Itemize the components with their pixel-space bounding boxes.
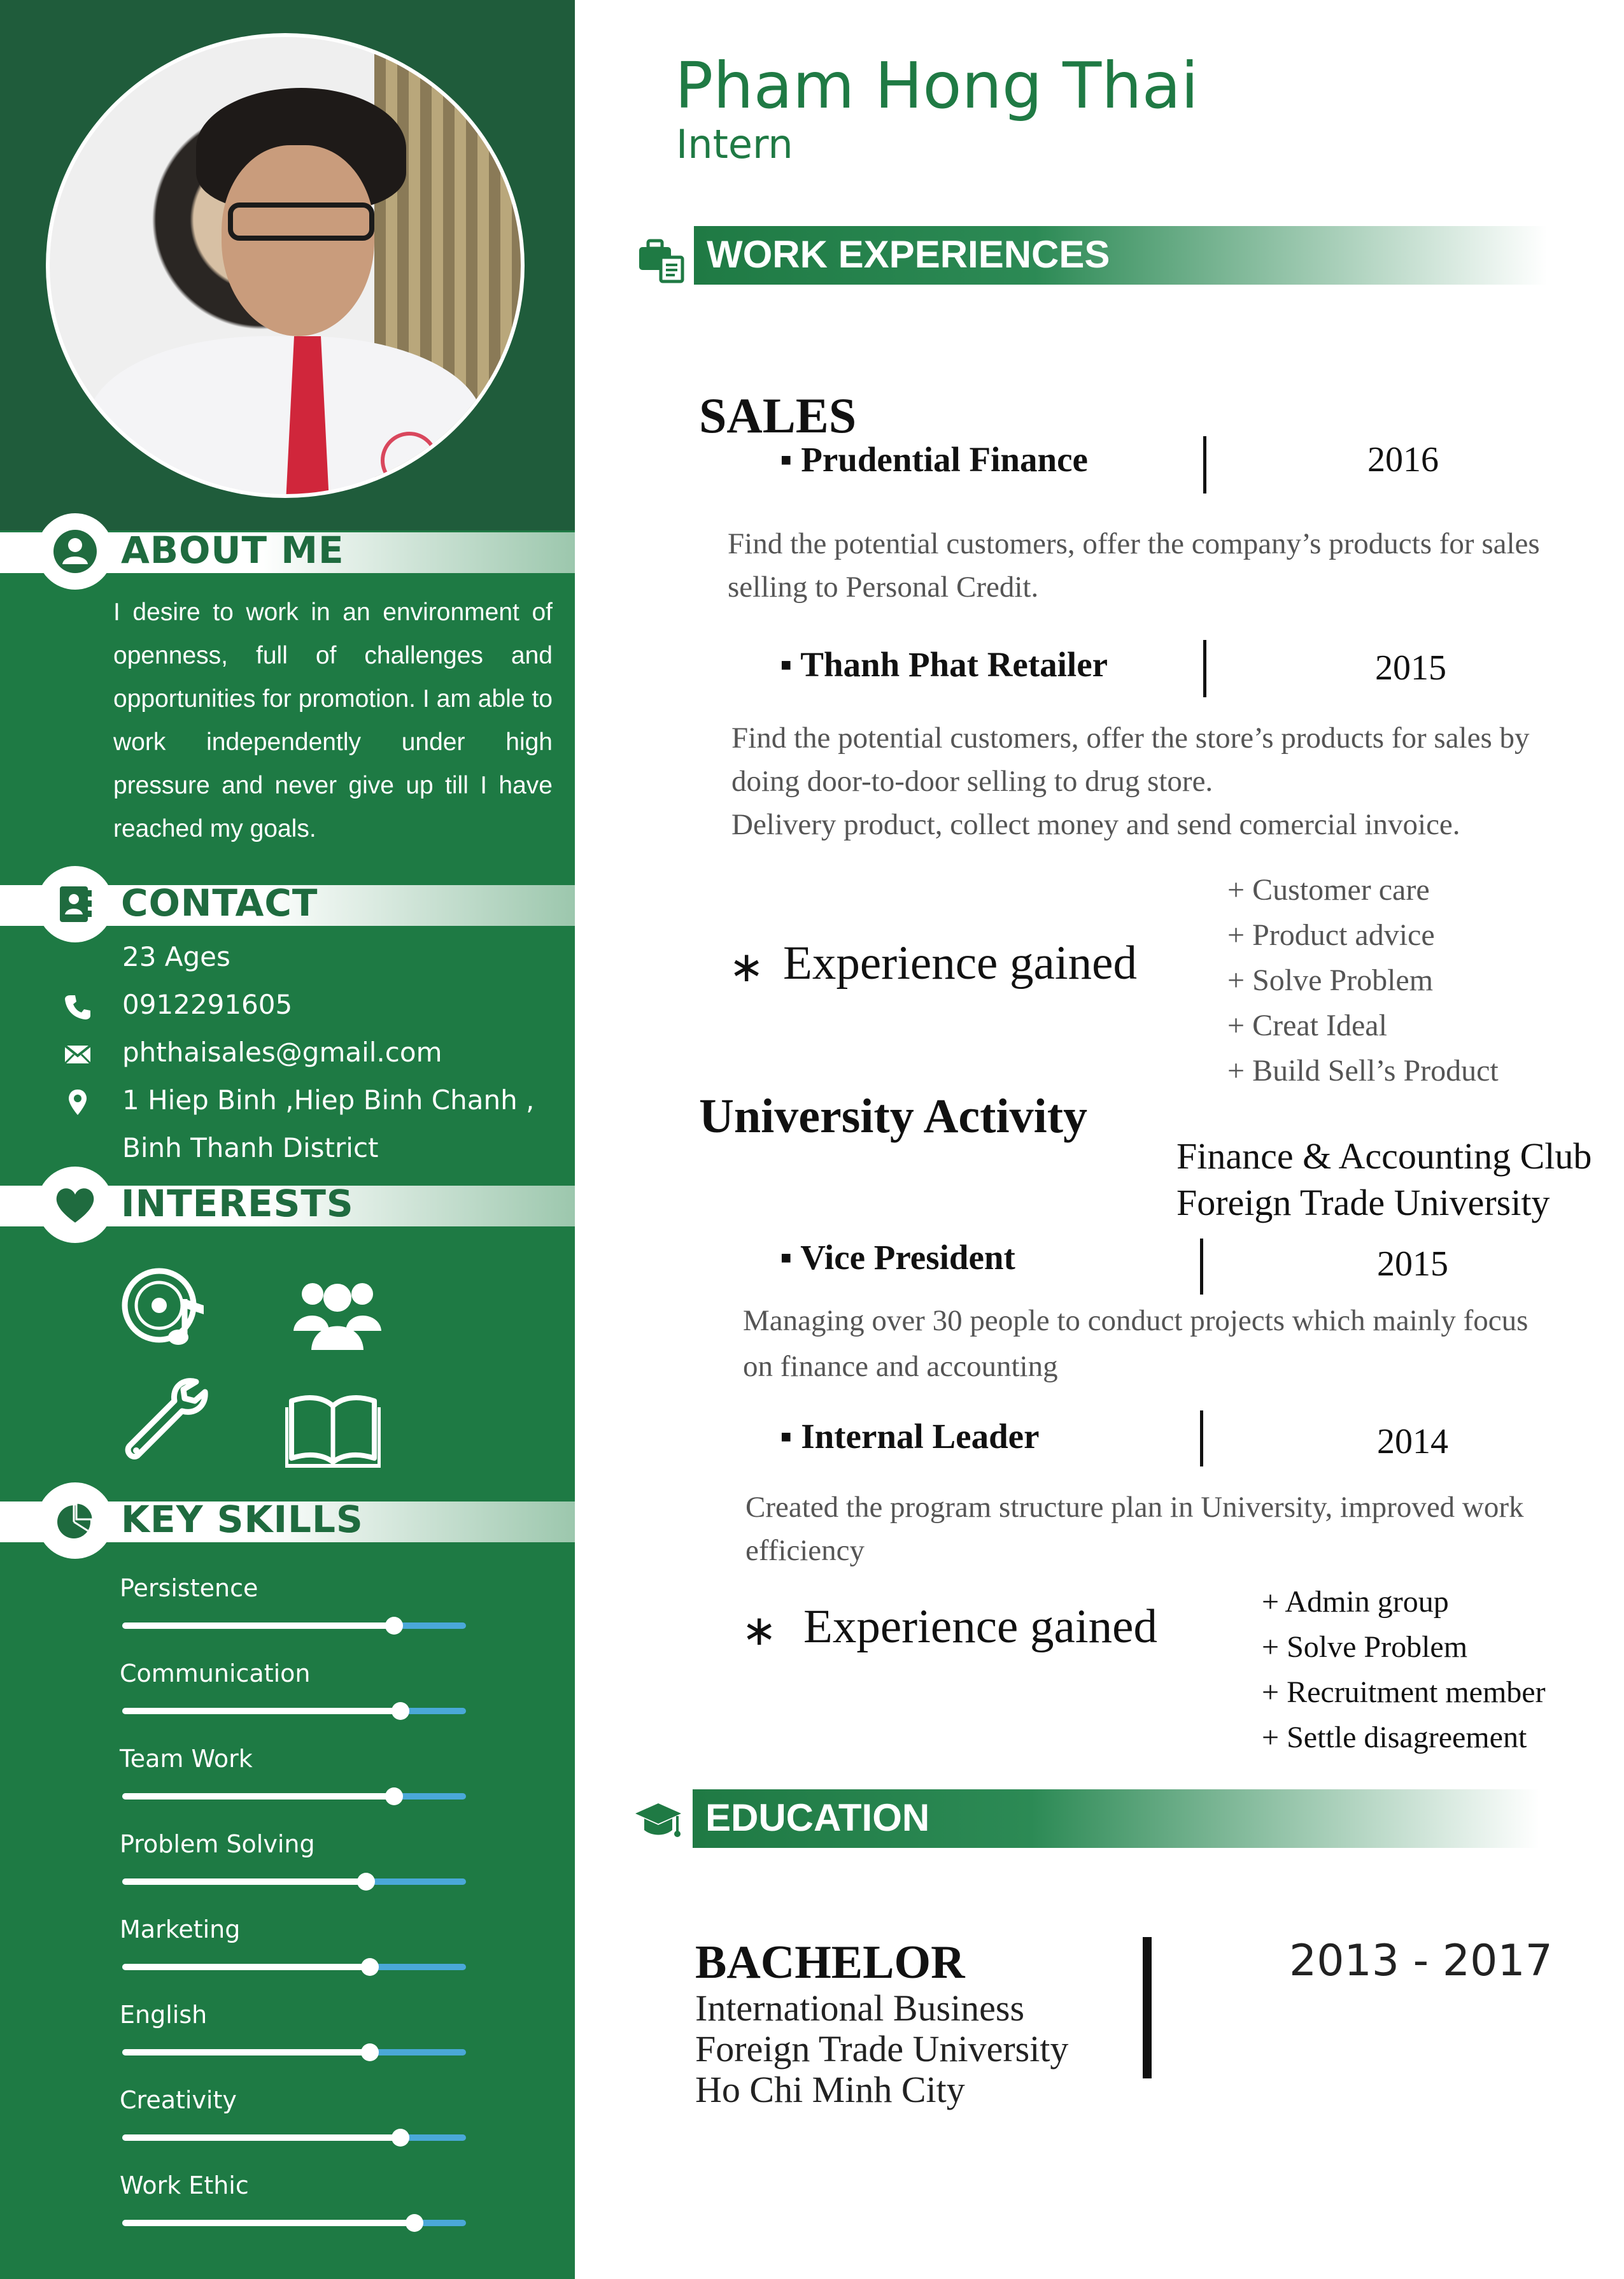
contact-book-icon [52, 881, 98, 927]
education-major: International Business [695, 1987, 1025, 2029]
job-thanh-phat-year: 2015 [1375, 648, 1446, 688]
role-divider [1200, 1410, 1203, 1466]
education-years: 2013 - 2017 [1289, 1936, 1553, 1986]
address-line2: Binh Thanh District [122, 1132, 379, 1163]
age-text: 23 Ages [122, 941, 230, 972]
skill-label: Work Ethic [120, 2171, 249, 2199]
candidate-role: Intern [676, 121, 793, 167]
experience-item: + Recruitment member [1262, 1675, 1546, 1709]
sales-title: SALES [699, 388, 857, 443]
skill-bar [122, 1622, 466, 1629]
skill-bar-fill [122, 2134, 400, 2141]
university-activity-title: University Activity [699, 1090, 1088, 1143]
club-name: Finance & Accounting Club [1176, 1135, 1592, 1177]
candidate-name: Pham Hong Thai [675, 48, 1199, 123]
job-thanh-phat-desc-3: Delivery product, collect money and send comercial invoice. [731, 808, 1460, 841]
role-divider [1200, 1239, 1203, 1295]
education-city: Ho Chi Minh City [695, 2069, 965, 2110]
role-vice-president-desc-1: Managing over 30 people to conduct projects which mainly focus [743, 1304, 1529, 1337]
contact-title: CONTACT [121, 881, 318, 925]
job-prudential-desc: Find the potential customers, offer the company’s products for sales selling to Personal Credit. [728, 527, 1540, 604]
experience-star: ∗ [742, 1608, 777, 1654]
skill-label: Problem Solving [120, 1830, 315, 1858]
skill-label: Communication [120, 1659, 311, 1687]
skill-bar-fill [122, 1793, 394, 1800]
skill-bar-knob [385, 1617, 403, 1635]
experience-item: + Customer care [1227, 873, 1430, 907]
location-pin-icon [64, 1088, 92, 1116]
experience-gained-label: Experience gained [783, 937, 1137, 990]
phone-text[interactable]: 0912291605 [122, 989, 293, 1020]
experience-item: + Settle disagreement [1262, 1721, 1527, 1754]
about-text: I desire to work in an environment of openness, full of challenges and opportunities for promotion. I am able to work independently under high pressure and never give up till I have reached my goals. [113, 599, 553, 842]
address-line1: 1 Hiep Binh ,Hiep Binh Chanh , [122, 1084, 535, 1116]
skill-bar [122, 2049, 466, 2055]
user-icon [52, 529, 98, 574]
skills-icon-circle [37, 1482, 113, 1559]
phone-icon [64, 993, 92, 1021]
job-prudential: ▪ Prudential Finance [780, 440, 1088, 479]
role-vice-president: ▪ Vice President [780, 1238, 1015, 1277]
skill-bar-knob [392, 1702, 409, 1720]
work-experiences-title: WORK EXPERIENCES [707, 233, 1110, 276]
role-internal-leader-year: 2014 [1377, 1422, 1448, 1461]
skill-label: Creativity [120, 2086, 237, 2114]
skill-label: Marketing [120, 1915, 241, 1943]
experience-star: ∗ [729, 944, 765, 991]
role-internal-leader: ▪ Internal Leader [780, 1417, 1040, 1456]
graduation-cap-icon [633, 1794, 684, 1845]
skill-bar [122, 1708, 466, 1714]
club-university: Foreign Trade University [1176, 1182, 1550, 1223]
profile-photo [46, 33, 525, 498]
people-group-icon [290, 1267, 385, 1363]
role-vice-president-year: 2015 [1377, 1244, 1448, 1284]
skill-label: Persistence [120, 1574, 258, 1602]
briefcase-icon [635, 233, 686, 284]
experience-item: + Build Sell’s Product [1227, 1054, 1499, 1088]
sidebar [0, 0, 575, 2279]
experience-item: + Creat Ideal [1227, 1009, 1387, 1042]
experience-item: + Product advice [1227, 918, 1435, 952]
skill-bar-knob [406, 2214, 423, 2232]
job-divider [1203, 436, 1206, 493]
work-experiences-header [694, 226, 1547, 285]
education-header [693, 1789, 1539, 1848]
education-school: Foreign Trade University [695, 2028, 1069, 2070]
experience-item: + Admin group [1262, 1585, 1449, 1619]
skill-bar-knob [385, 1787, 403, 1805]
about-title: ABOUT ME [121, 529, 344, 572]
wrench-icon [120, 1375, 215, 1471]
degree-title: BACHELOR [695, 1936, 965, 1989]
skill-bar-knob [361, 2043, 379, 2061]
role-internal-leader-desc-2: efficiency [745, 1534, 865, 1567]
interests-icon-circle [37, 1167, 113, 1243]
skill-bar-fill [122, 1708, 400, 1714]
education-title: EDUCATION [705, 1796, 930, 1839]
open-book-icon [285, 1382, 381, 1477]
skill-bar-fill [122, 1964, 370, 1970]
job-thanh-phat-desc-2: doing door-to-door selling to drug store. [731, 765, 1213, 798]
skill-bar [122, 1964, 466, 1970]
skill-bar [122, 1793, 466, 1800]
skill-bar-fill [122, 1878, 366, 1885]
job-thanh-phat-desc-1: Find the potential customers, offer the store’s products for sales by [731, 721, 1530, 755]
heart-icon [52, 1182, 98, 1228]
music-cd-icon [120, 1261, 215, 1356]
skill-bar [122, 2134, 466, 2141]
job-prudential-year: 2016 [1367, 440, 1439, 479]
education-divider [1143, 1937, 1152, 2078]
skill-bar-fill [122, 2049, 370, 2055]
role-internal-leader-desc-1: Created the program structure plan in University, improved work [745, 1491, 1524, 1524]
skill-bar [122, 1878, 466, 1885]
skill-label: English [120, 2001, 208, 2029]
skill-bar-fill [122, 1622, 394, 1629]
skill-bar-knob [357, 1873, 375, 1891]
skill-bar-knob [392, 2129, 409, 2147]
skill-bar [122, 2220, 466, 2226]
skill-label: Team Work [120, 1745, 253, 1773]
skill-bar-knob [361, 1958, 379, 1976]
interests-title: INTERESTS [121, 1182, 354, 1225]
email-text[interactable]: phthaisales@gmail.com [122, 1037, 442, 1068]
job-divider [1203, 640, 1206, 697]
experience-item: + Solve Problem [1227, 963, 1434, 997]
mail-icon [64, 1040, 92, 1069]
contact-icon-circle [37, 866, 113, 942]
job-thanh-phat: ▪ Thanh Phat Retailer [780, 645, 1108, 684]
skills-title: KEY SKILLS [121, 1498, 364, 1541]
experience-gained-label: Experience gained [803, 1600, 1157, 1653]
about-icon-circle [37, 513, 113, 590]
skill-bar-fill [122, 2220, 414, 2226]
experience-item: + Solve Problem [1262, 1630, 1468, 1664]
role-vice-president-desc-2: on finance and accounting [743, 1350, 1058, 1383]
pie-chart-icon [52, 1498, 98, 1544]
